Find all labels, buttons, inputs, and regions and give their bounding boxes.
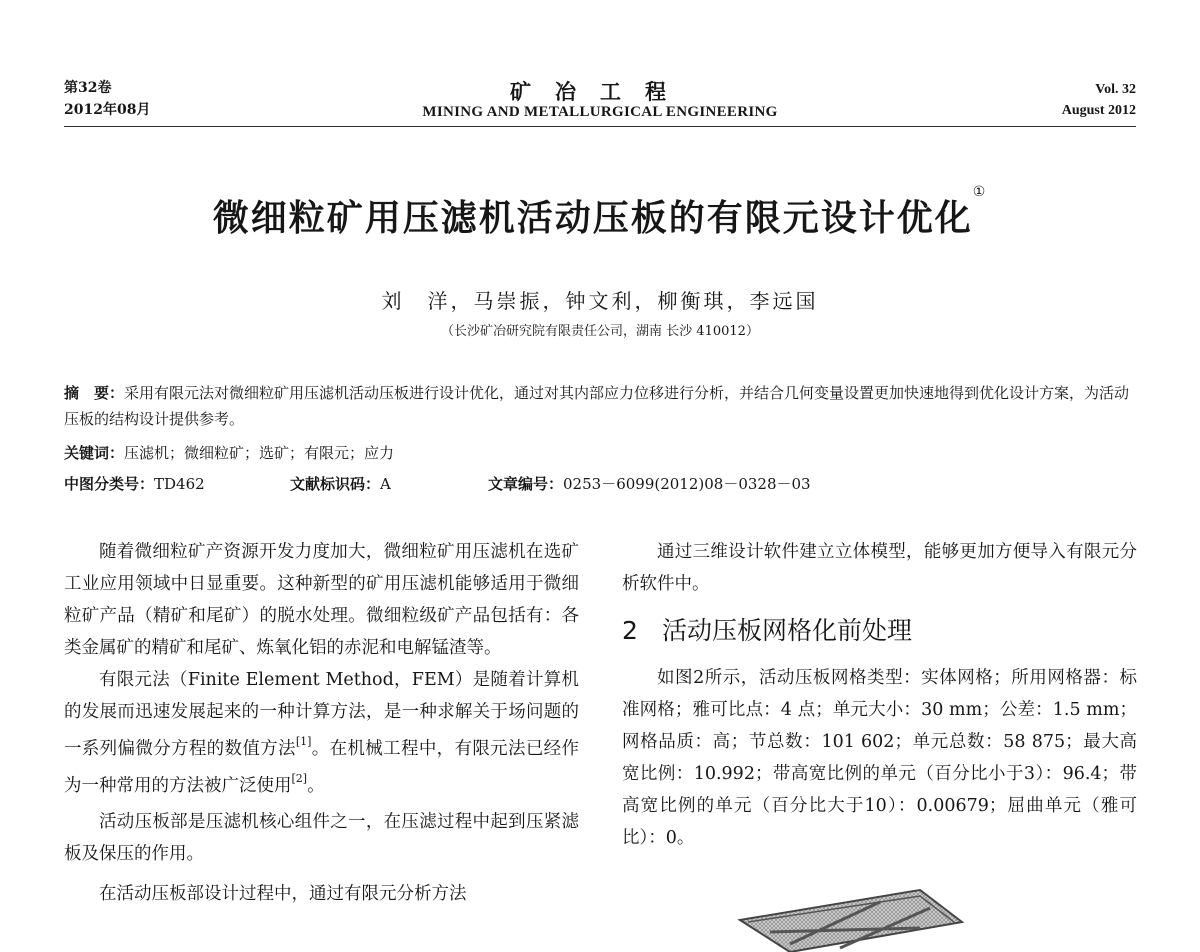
- paragraph: 活动压板部是压滤机核心组件之一，在压滤过程中起到压紧滤板及保压的作用。: [64, 811, 579, 864]
- doc-value: A: [380, 475, 391, 493]
- mesh-figure: [730, 882, 980, 952]
- paragraph-text: 。在机械工程中，有限元法已经作为一种常用的方法被广泛使用: [64, 738, 580, 796]
- date-en: August 2012: [1061, 103, 1136, 118]
- clc-value: TD462: [154, 475, 205, 493]
- header-rule: [64, 126, 1136, 127]
- paragraph: 如图2所示，活动压板网格类型：实体网格；所用网格器：标准网格；雅可比点：4 点；单元大小：30 mm；公差：1.5 mm；网格品质：高；节总数：101 602；单元总数：58 875；最大高宽比例：10.992；带高宽比例的单元（百分比小于3）：96.4；带高宽比例的单元（百分比大于10）：0.00679；屈曲单元（雅可比）：0。: [622, 668, 1137, 848]
- right-column: [622, 536, 1137, 854]
- section-title: 活动压板网格化前处理: [662, 616, 913, 645]
- keywords-label: 关键词：: [64, 444, 125, 462]
- clc-code: [64, 471, 205, 497]
- paragraph: 在活动压板部设计过程中，通过有限元分析方法: [99, 883, 467, 904]
- paper-title: [0, 184, 1200, 241]
- volume-en: Vol. 32: [1095, 82, 1136, 97]
- authors: 刘 洋，马崇振，钟文利，柳衡琪，李远国: [381, 289, 819, 313]
- journal-title-en: MINING AND METALLURGICAL ENGINEERING: [422, 104, 778, 120]
- citation-ref: [2]: [291, 771, 308, 785]
- paragraph: 随着微细粒矿产资源开发力度加大，微细粒矿用压滤机在选矿工业应用领域中日显重要。这种新型的矿用压滤机能够适用于微细粒矿产品（精矿和尾矿）的脱水处理。微细粒级矿产品包括有：各类金属矿的精矿和尾矿、炼氧化铝的赤泥和电解锰渣等。: [64, 542, 579, 658]
- paragraph: [64, 664, 579, 802]
- article-number: [488, 471, 811, 497]
- citation-ref: [1]: [295, 735, 312, 748]
- doc-code: [290, 471, 391, 497]
- title-footnote-mark: ①: [972, 184, 988, 200]
- date-cn: 2012年08月: [64, 102, 151, 118]
- paragraph-text: 。: [307, 775, 325, 796]
- article-label: 文章编号：: [488, 475, 564, 493]
- section-heading: [622, 614, 1137, 648]
- section-number: 2: [622, 616, 638, 645]
- clc-label: 中图分类号：: [64, 475, 155, 493]
- abstract-label: 摘 要：: [64, 384, 125, 402]
- paper-title-text: 微细粒矿用压滤机活动压板的有限元设计优化: [212, 198, 973, 239]
- keywords: [64, 440, 394, 466]
- left-column: [64, 536, 579, 910]
- keywords-text: 压滤机；微细粒矿；选矿；有限元；应力: [124, 444, 395, 462]
- doc-label: 文献标识码：: [290, 475, 381, 493]
- journal-title-cn: 矿冶工程: [510, 79, 690, 104]
- abstract-text: 采用有限元法对微细粒矿用压滤机活动压板进行设计优化，通过对其内部应力位移进行分析，并结合几何变量设置更加快速地得到优化设计方案，为活动压板的结构设计提供参考。: [64, 384, 1130, 428]
- affiliation: （长沙矿冶研究院有限责任公司，湖南 长沙 410012）: [441, 324, 759, 339]
- volume-cn: 第32卷: [64, 80, 112, 96]
- abstract: [64, 380, 1136, 432]
- paragraph-text: 有限元法（Finite Element Method，FEM）是随着计算机的发展而迅速发展起来的一种计算方法，是一种求解关于场问题的一系列偏微分方程的数值方法: [64, 670, 579, 759]
- paragraph: 通过三维设计软件建立立体模型，能够更加方便导入有限元分析软件中。: [622, 542, 1137, 594]
- article-value: 0253－6099(2012)08－0328－03: [563, 475, 811, 493]
